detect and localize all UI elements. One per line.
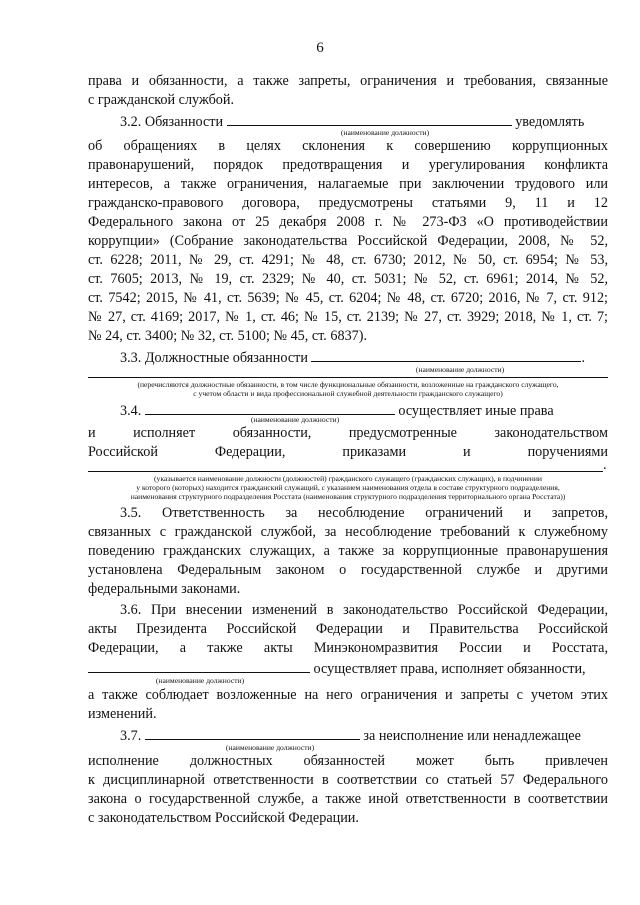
word: законодательством <box>494 425 608 441</box>
text-line: установлена Федеральным законом о государственной службе и другими <box>88 562 608 578</box>
note-line: у которого (которых) находится гражданский служащий, с указанием наименования отдела в составе структурного подразделения, <box>136 483 560 492</box>
text-line: 3.5. Ответственность за несоблюдение ограничений и запретов, <box>120 505 608 521</box>
text-fragment: за неисполнение или ненадлежащее <box>363 728 581 744</box>
blank-rule <box>88 471 603 472</box>
position-caption: (наименование должности) <box>225 743 315 752</box>
text-line: интересов, а также ограничения, налагаемые при заключении трудового или <box>88 176 608 192</box>
text-line: об обращениях в целях склонения к совершению коррупционных <box>88 138 608 154</box>
text-line: ст. 7542; 2015, № 41, ст. 5639; № 45, ст. 6204; № 48, ст. 6720; 2016, № 7, ст. 912; <box>88 290 608 306</box>
page-number: 6 <box>316 40 324 56</box>
section-number: 3.4. <box>120 403 142 419</box>
note-line: наименования структурного подразделения Росстата (наименования структурного подразделения территориального органа Росстата)) <box>130 492 566 501</box>
text-line: № 24, ст. 3400; № 32, ст. 5100; № 45, ст. 6837). <box>88 328 368 344</box>
document-page: 6 права и обязанности, а также запреты, ограничения и требования, связанные с гражданской службой. 3.2. Обязанности уведомлять (наименование должности) об обращениях в целях склонения к совершению коррупционных правонарушений, порядок предотвращения и урегулирования конфликта интересов, а также ограничения, налагаемые при заключении трудового или гражданско-правового договора, предусмотрены статьями 9, 11 и 12 Федерального закона от 25 декабря 2008 г. № 273-ФЗ «О противодействии коррупции» (Собрание законодательства Российской Федерации, 2008, № 52, ст. 6228; 2011, № 29, ст. 4291; № 48, ст. 6730; 2012, № 50, ст. 6954; № 53, ст. 7605; 2013, № 19, ст. 2329; № 40, ст. 5031; № 52, ст. 6961; 2014, № 52, ст. 7542; 2015, № 41, ст. 5639; № 45, ст. 6204; № 48, ст. 6720; 2016, № 7, ст. 912; № 27, ст. 4169; 2017, № 1, ст. 46; № 15, ст. 2139; № 27, ст. 3929; 2018, № 1, ст. 7; № 24, ст. 3400; № 32, ст. 5100; № 45, ст. 6837). 3.3. Должностные обязанности . (наименование должности) (перечисляются должностные обязанности, в том числе функциональные обязанности, возложенные на гражданского служащего, с учетом области и вида профессиональной служебной деятельности гражданского служащего) 3.4. осуществляет иные права (наименование должности) и исполняет обязанности, предусмотренные законодательством Российской Федерации, приказами и поручениями . (указывается наименование должности (должностей) гражданского служащего (гражданских служащих), в подчинении у которого (которых) находится гражданский служащий, с указанием наименования отдела в составе структурного подразделения, наименования структурного подразделения Росстата (наименования структурного подразделения территориального органа Росстата)) 3.5. Ответственность за несоблюдение ограничений и запретов, связанных с гражданской службой, за несоблюдение требований к служебному поведению гражданских служащих, а также за коррупционные правонарушения установлена Федеральным законом о государственной службе и другими федеральными законами. 3.6. При внесении изменений в законодательство Российской Федерации, акты Президента Российской Федерации и Правительства Российской Федерации, а также акты Минэкономразвития России и Росстата, осуществляет права, исполняет обязанности, (наименование должности) а также соблюдает возложенные на него ограничения и запреты с учетом этих изменений. 3.7. за неисполнение или ненадлежащее (наименование должности) исполнение должностных обязанностей может быть привлечен к дисциплинарной ответственности в соответствии со статьей 57 Федерального закона о государственной службе, а также иной ответственности в соответствии с законодательством Российской Федерации. <box>0 0 640 905</box>
position-blank <box>145 725 360 740</box>
word: Российской <box>88 444 158 460</box>
section-number: 3.3. Должностные обязанности <box>120 350 308 366</box>
text-fragment: уведомлять <box>515 114 585 130</box>
text-fragment: осуществляет права, исполняет обязанности, <box>313 661 586 677</box>
word: предусмотренные <box>348 425 457 441</box>
section-3-4-heading <box>120 400 608 421</box>
text-line <box>88 424 608 443</box>
text-line: федеральными законами. <box>88 581 241 597</box>
position-blank <box>88 658 310 673</box>
text-line: правонарушений, порядок предотвращения и урегулирования конфликта <box>88 157 608 173</box>
note-line: (указывается наименование должности (должностей) гражданского служащего (гражданских служащих), в подчинении <box>154 474 542 483</box>
text-line: с законодательством Российской Федерации. <box>88 810 359 826</box>
position-caption: (наименование должности) <box>340 128 430 137</box>
text-line: связанных с гражданской службой, за несоблюдение требований к служебному <box>88 524 608 540</box>
text-line: Федерального закона от 25 декабря 2008 г. № 273-ФЗ «О противодействии <box>88 214 608 230</box>
text-line: гражданско-правового договора, предусмотрены статьями 9, 11 и 12 <box>88 195 608 211</box>
text-line: права и обязанности, а также запреты, ограничения и требования, связанные <box>88 73 608 89</box>
position-caption: (наименование должности) <box>155 676 245 685</box>
text-line: ст. 6228; 2011, № 29, ст. 4291; № 48, ст. 6730; 2012, № 50, ст. 6954; № 53, <box>88 252 608 268</box>
text-line: коррупции» (Собрание законодательства Российской Федерации, 2008, № 52, <box>88 233 608 249</box>
word: Федерации, <box>214 444 286 460</box>
section-number: 3.2. Обязанности <box>120 114 224 130</box>
text-line: № 27, ст. 4169; 2017, № 1, ст. 46; № 15, ст. 2139; № 27, ст. 3929; 2018, № 1, ст. 7; <box>88 309 608 325</box>
text-line: поведению гражданских служащих, а также за коррупционные правонарушения <box>88 543 608 559</box>
text-line: Федерации, а также акты Минэкономразвития России и Росстата, <box>88 640 608 656</box>
position-blank <box>311 347 581 362</box>
word: и <box>463 444 471 460</box>
text-line: с гражданской службой. <box>88 92 235 108</box>
text-fragment: осуществляет иные права <box>398 403 554 419</box>
text-line: акты Президента Российской Федерации и Правительства Российской <box>88 621 608 637</box>
word: обязанности, <box>232 425 312 441</box>
position-blank <box>145 400 395 415</box>
text-line: к дисциплинарной ответственности в соответствии со статьей 57 Федерального <box>88 772 608 788</box>
text-line: исполнение должностных обязанностей может быть привлечен <box>88 753 608 769</box>
note-line: с учетом области и вида профессиональной служебной деятельности гражданского служащего) <box>193 389 503 398</box>
position-caption: (наименование должности) <box>415 365 505 374</box>
section-3-3-heading: 3.3. Должностные обязанности . <box>120 347 608 368</box>
word: исполняет <box>133 425 196 441</box>
text-line: а также соблюдает возложенные на него ограничения и запреты с учетом этих <box>88 687 608 703</box>
section-3-7-heading <box>120 725 608 746</box>
word: поручениями <box>527 444 608 460</box>
text-line: закона о государственной службе, а также иной ответственности в соответствии <box>88 791 608 807</box>
section-number: 3.7. <box>120 728 142 744</box>
text-line <box>88 443 608 462</box>
word: и <box>88 425 96 441</box>
text-line: изменений. <box>88 706 157 722</box>
note-line: (перечисляются должностные обязанности, в том числе функциональные обязанности, возложенные на гражданского служащего, <box>137 380 559 389</box>
word: приказами <box>342 444 407 460</box>
text-line: ст. 7605; 2013, № 19, ст. 2329; № 40, ст. 5031; № 52, ст. 6961; 2014, № 52, <box>88 271 608 287</box>
position-caption: (наименование должности) <box>250 415 340 424</box>
text-line: 3.6. При внесении изменений в законодательство Российской Федерации, <box>120 602 608 618</box>
blank-rule <box>88 377 608 378</box>
position-blank <box>227 111 512 126</box>
